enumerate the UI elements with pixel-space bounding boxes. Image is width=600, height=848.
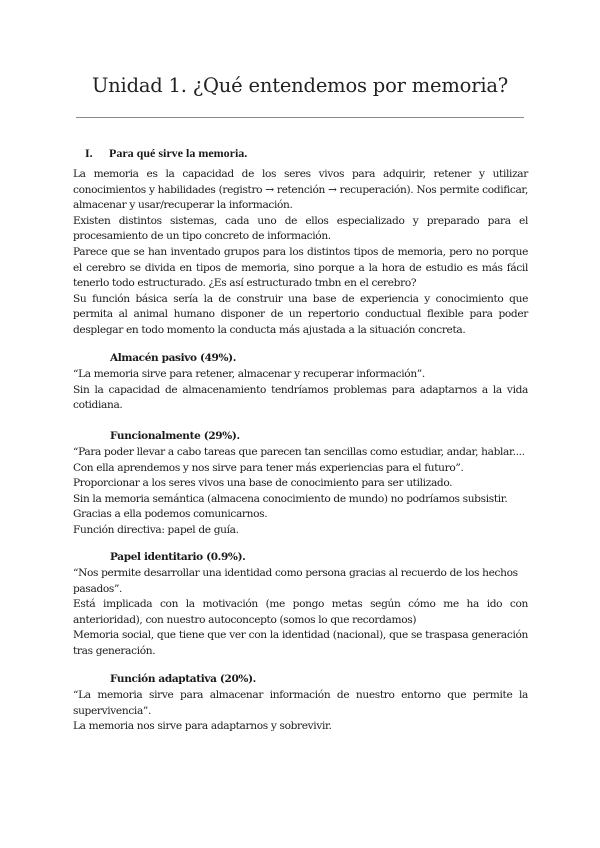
intro-paragraph: Su función básica sería la de construir una base de experiencia y conocimiento que permita al animal humano disponer de un repertorio conductual flexible para poder desplegar en todo momento la conducta más ajustada a la situación concreta. — [73, 292, 528, 336]
subsection-paragraph: Con ella aprendemos y nos sirve para tener más experiencias para el futuro”. — [73, 461, 464, 474]
subsection-heading-papel-identitario: Papel identitario (0.9%). — [110, 551, 246, 563]
subsection-paragraph: La memoria nos sirve para adaptarnos y sobrevivir. — [73, 720, 332, 733]
subsection-paragraph: Proporcionar a los seres vivos una base de conocimiento para ser utilizado. — [73, 477, 453, 490]
subsection-body-papel-identitario — [73, 566, 528, 660]
subsection-paragraph: Está implicada con la motivación (me pongo metas según cómo me ha ido con anterioridad), con nuestro autoconcepto (somos lo que recordamos) — [73, 598, 528, 626]
subsection-heading-funcionalmente: Funcionalmente (29%). — [110, 430, 240, 442]
subsection-heading-almacen-pasivo: Almacén pasivo (49%). — [110, 352, 237, 364]
subsection-paragraph: Función directiva: papel de guía. — [73, 523, 239, 536]
section-heading — [85, 146, 247, 161]
subsection-paragraph: “La memoria sirve para almacenar información de nuestro entorno que permite la supervivencia”. — [73, 689, 528, 717]
intro-paragraph: La memoria es la capacidad de los seres vivos para adquirir, retener y utilizar conocimientos y habilidades (registro → retención → recuperación). Nos permite codificar, almacenar y usar/recuperar la información. — [73, 168, 528, 212]
intro-block — [73, 167, 528, 339]
subsection-paragraph: “La memoria sirve para retener, almacenar y recuperar información”. — [73, 368, 425, 380]
intro-paragraph: Parece que se han inventado grupos para los distintos tipos de memoria, pero no porque el cerebro se divida en tipos de memoria, sino porque a la hora de estudio es más fácil tenerlo todo estructurado. ¿Es así estructurado tmbn en el cerebro? — [73, 245, 528, 290]
subsection-heading-funcion-adaptativa: Función adaptativa (20%). — [110, 673, 256, 685]
subsection-paragraph: “Nos permite desarrollar una identidad como persona gracias al recuerdo de los hechos pasados”. — [73, 567, 518, 595]
section-number: I. — [85, 146, 93, 160]
title-divider — [76, 117, 524, 118]
subsection-body-funcionalmente — [73, 445, 528, 539]
section-heading-text: Para qué sirve la memoria. — [109, 146, 248, 160]
subsection-body-funcion-adaptativa — [73, 688, 528, 735]
intro-paragraph: Existen distintos sistemas, cada uno de ellos especializado y preparado para el procesamiento de un tipo concreto de información. — [73, 214, 528, 243]
page-title: Unidad 1. ¿Qué entendemos por memoria? — [91, 74, 509, 97]
subsection-body-almacen-pasivo — [73, 367, 528, 414]
subsection-paragraph: “Para poder llevar a cabo tareas que parecen tan sencillas como estudiar, andar, hablar.... — [73, 446, 525, 458]
subsection-paragraph: Memoria social, que tiene que ver con la identidad (nacional), que se traspasa generación tras generación. — [73, 629, 528, 657]
subsection-paragraph: Gracias a ella podemos comunicarnos. — [73, 508, 268, 521]
subsection-paragraph: Sin la capacidad de almacenamiento tendríamos problemas para adaptarnos a la vida cotidiana. — [73, 383, 528, 412]
subsection-paragraph: Sin la memoria semántica (almacena conocimiento de mundo) no podríamos subsistir. — [73, 492, 508, 505]
